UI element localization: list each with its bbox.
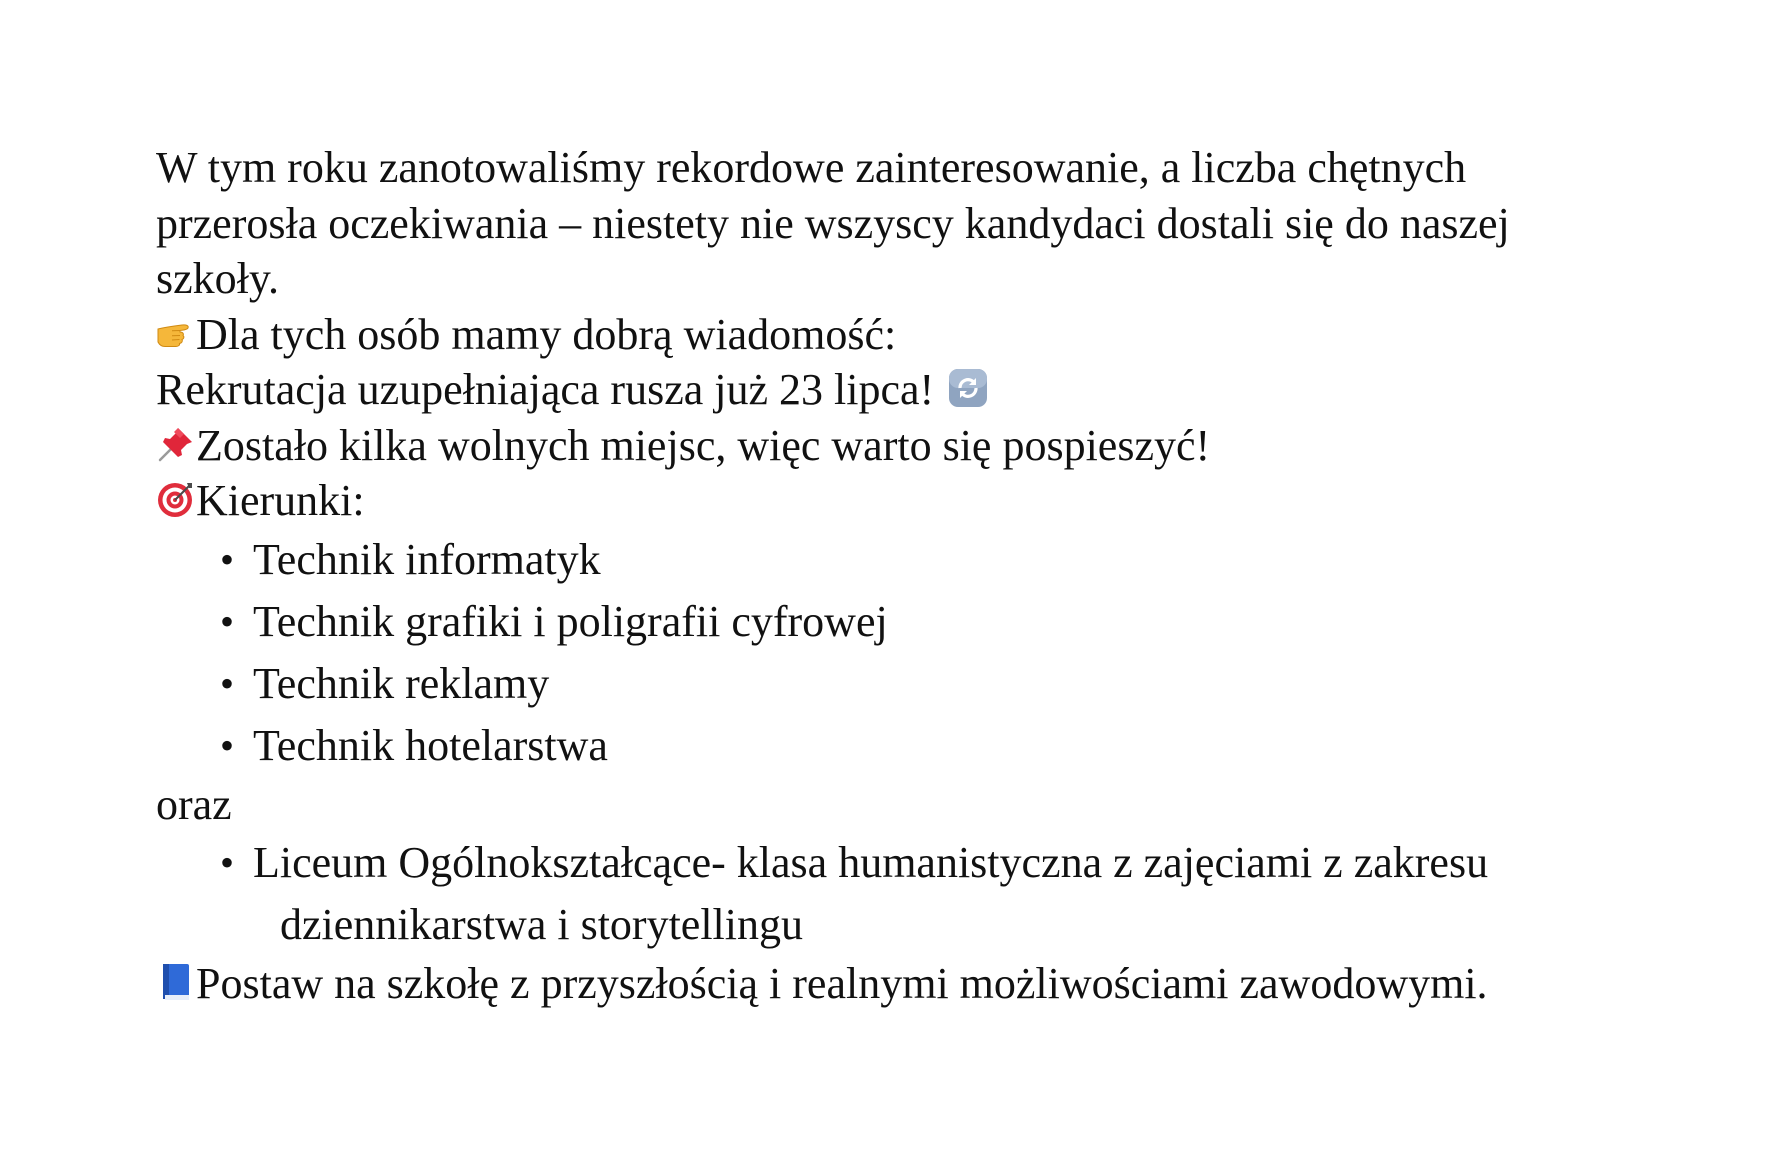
target-icon	[156, 479, 196, 519]
field-name: Technik informatyk	[253, 534, 601, 584]
pushpin-icon	[156, 424, 196, 464]
closing-line	[156, 956, 1676, 1012]
connector-text: oraz	[156, 779, 232, 829]
list-item: • Technik hotelarstwa	[220, 720, 608, 770]
fields-list	[156, 529, 1676, 777]
list-item: • Liceum Ogólnokształcące- klasa humanistyczna z zajęciami z zakresu dziennikarstwa i storytellingu	[220, 832, 1676, 956]
closing-text: Postaw na szkołę z przyszłością i realnymi możliwościami zawodowymi.	[196, 959, 1488, 1008]
field-name: Technik reklamy	[253, 658, 550, 708]
intro-paragraph	[156, 140, 1676, 307]
intro-line-1: W tym roku zanotowaliśmy rekordowe zainteresowanie, a liczba chętnych	[156, 143, 1467, 192]
list-item: • Technik grafiki i poligrafii cyfrowej	[220, 596, 888, 646]
recruitment-text: Rekrutacja uzupełniająca rusza już 23 lipca!	[156, 365, 935, 414]
announcement	[156, 140, 1676, 1012]
field-name-line-2: dziennikarstwa i storytellingu	[280, 900, 803, 949]
recruitment-line	[156, 362, 1676, 418]
list-item: • Technik reklamy	[220, 658, 550, 708]
field-name	[253, 832, 1676, 956]
extra-fields-list	[156, 832, 1676, 956]
places-text: Zostało kilka wolnych miejsc, więc warto się pospieszyć!	[196, 420, 1211, 470]
field-name: Technik grafiki i poligrafii cyfrowej	[253, 596, 888, 646]
pointing-hand-icon	[156, 313, 196, 353]
good-news-line	[156, 307, 1676, 363]
places-line	[156, 418, 1676, 474]
fields-heading: Kierunki:	[196, 476, 365, 525]
intro-line-2: przerosła oczekiwania – niestety nie wszyscy kandydaci dostali się do naszej	[156, 198, 1510, 248]
fields-heading-line	[156, 473, 1676, 529]
good-news-text: Dla tych osób mamy dobrą wiadomość:	[196, 309, 897, 359]
field-name-line-1: Liceum Ogólnokształcące- klasa humanistyczna z zajęciami z zakresu	[253, 838, 1489, 887]
refresh-icon	[948, 368, 988, 408]
list-item: • Technik informatyk	[220, 534, 601, 584]
intro-line-3: szkoły.	[156, 254, 280, 303]
field-name: Technik hotelarstwa	[253, 720, 608, 770]
blue-book-icon	[156, 962, 196, 1002]
